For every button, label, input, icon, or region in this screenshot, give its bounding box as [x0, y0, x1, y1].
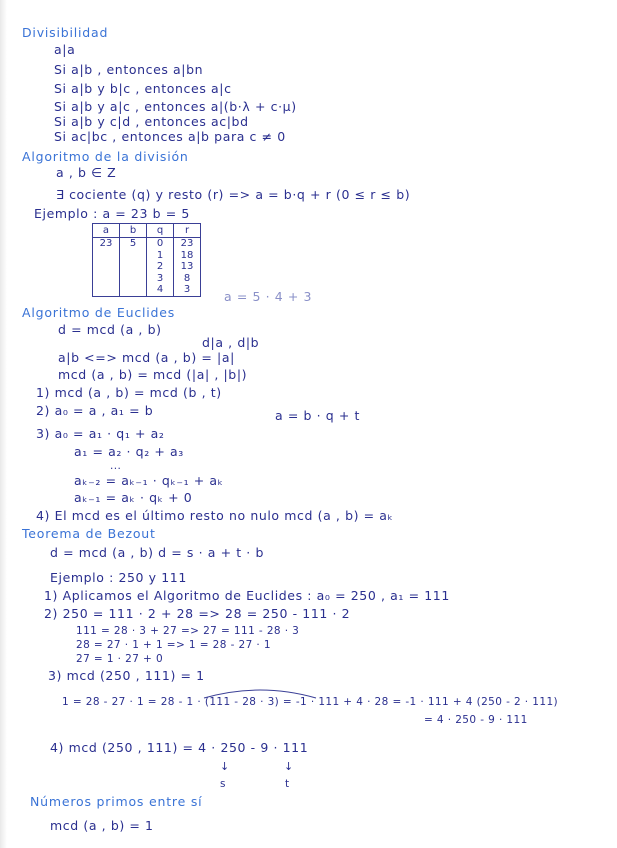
divisibility-property: Si a|b y a|c , entonces a|(b·λ + c·μ)	[54, 99, 297, 114]
q-value: 0	[156, 238, 164, 249]
q-value: 1	[156, 249, 164, 261]
division-result: a = 5 · 4 + 3	[224, 289, 313, 304]
bezout-coef-t: t	[285, 778, 290, 790]
bezout-line: 27 = 1 · 27 + 0	[76, 653, 164, 665]
division-example: Ejemplo : a = 23 b = 5	[34, 206, 190, 221]
heading-algoritmo-division: Algoritmo de la división	[22, 149, 189, 164]
bezout-step: 4) mcd (250 , 111) = 4 · 250 - 9 · 111	[50, 740, 309, 755]
division-line: a , b ∈ Z	[56, 165, 117, 180]
q-value: 2	[156, 261, 164, 272]
r-value: 18	[180, 249, 194, 261]
divisibility-property: a|a	[54, 42, 76, 57]
euclides-step: 4) El mcd es el último resto no nulo mcd (a , b) = aₖ	[36, 508, 394, 523]
table-header-r: r	[174, 224, 201, 238]
euclides-step: 1) mcd (a , b) = mcd (b , t)	[36, 385, 222, 400]
page-edge-shadow	[0, 0, 7, 848]
table-header-a: a	[93, 224, 120, 238]
divisibility-property: Si a|b y c|d , entonces ac|bd	[54, 114, 249, 129]
divisibility-property: Si ac|bc , entonces a|b para c ≠ 0	[54, 129, 286, 144]
division-table	[92, 223, 201, 297]
table-cell-b: 5	[120, 238, 147, 297]
bezout-step: 2) 250 = 111 · 2 + 28 => 28 = 250 - 111 · 2	[44, 606, 351, 621]
bezout-line: = 4 · 250 - 9 · 111	[424, 714, 528, 726]
heading-divisibilidad: Divisibilidad	[22, 25, 109, 40]
bezout-coef-s: s	[220, 778, 226, 790]
euclides-line: a = b · q + t	[275, 408, 360, 423]
table-header-q: q	[147, 224, 174, 238]
table-header-b: b	[120, 224, 147, 238]
heading-teorema-bezout: Teorema de Bezout	[22, 526, 156, 541]
q-value: 3	[156, 272, 164, 284]
primos-line: mcd (a , b) = 1	[50, 818, 154, 833]
euclides-ellipsis: ...	[110, 460, 122, 472]
table-cell-r	[174, 238, 201, 297]
divisibility-property: Si a|b , entonces a|bn	[54, 62, 204, 77]
heading-numeros-primos: Números primos entre sí	[30, 794, 203, 809]
bezout-line: 111 = 28 · 3 + 27 => 27 = 111 - 28 · 3	[76, 625, 300, 637]
r-value: 23	[180, 238, 194, 249]
arrow-down-icon: ↓	[284, 760, 294, 773]
bezout-step: 3) mcd (250 , 111) = 1	[48, 668, 205, 683]
r-value: 3	[183, 284, 191, 295]
euclides-line: a|b <=> mcd (a , b) = |a|	[58, 350, 235, 365]
euclides-line: d = mcd (a , b)	[58, 322, 162, 337]
euclides-line: aₖ₋₂ = aₖ₋₁ · qₖ₋₁ + aₖ	[74, 473, 224, 488]
euclides-line: a₁ = a₂ · q₂ + a₃	[74, 444, 184, 459]
bezout-line: d = mcd (a , b) d = s · a + t · b	[50, 545, 264, 560]
heading-algoritmo-euclides: Algoritmo de Euclides	[22, 305, 176, 320]
bezout-line: 1 = 28 - 27 · 1 = 28 - 1 · (111 - 28 · 3) = -1 · 111 + 4 · 28 = -1 · 111 + 4 (250 - 2 · 111)	[62, 696, 559, 708]
euclides-step: 3) a₀ = a₁ · q₁ + a₂	[36, 426, 165, 441]
euclides-step: 2) a₀ = a , a₁ = b	[36, 403, 154, 418]
table-cell-q	[147, 238, 174, 297]
q-value: 4	[156, 284, 164, 295]
division-line: ∃ cociente (q) y resto (r) => a = b·q + r (0 ≤ r ≤ b)	[56, 187, 411, 202]
arrow-down-icon: ↓	[220, 760, 230, 773]
r-value: 13	[180, 261, 194, 272]
r-value: 8	[183, 272, 191, 284]
bracket-curve	[200, 686, 320, 700]
table-cell-a: 23	[93, 238, 120, 297]
euclides-line: d|a , d|b	[202, 335, 260, 350]
bezout-step: 1) Aplicamos el Algoritmo de Euclides : a₀ = 250 , a₁ = 111	[44, 588, 450, 603]
divisibility-property: Si a|b y b|c , entonces a|c	[54, 81, 232, 96]
euclides-line: mcd (a , b) = mcd (|a| , |b|)	[58, 367, 248, 382]
bezout-line: 28 = 27 · 1 + 1 => 1 = 28 - 27 · 1	[76, 639, 271, 651]
bezout-line: Ejemplo : 250 y 111	[50, 570, 187, 585]
euclides-line: aₖ₋₁ = aₖ · qₖ + 0	[74, 490, 193, 505]
